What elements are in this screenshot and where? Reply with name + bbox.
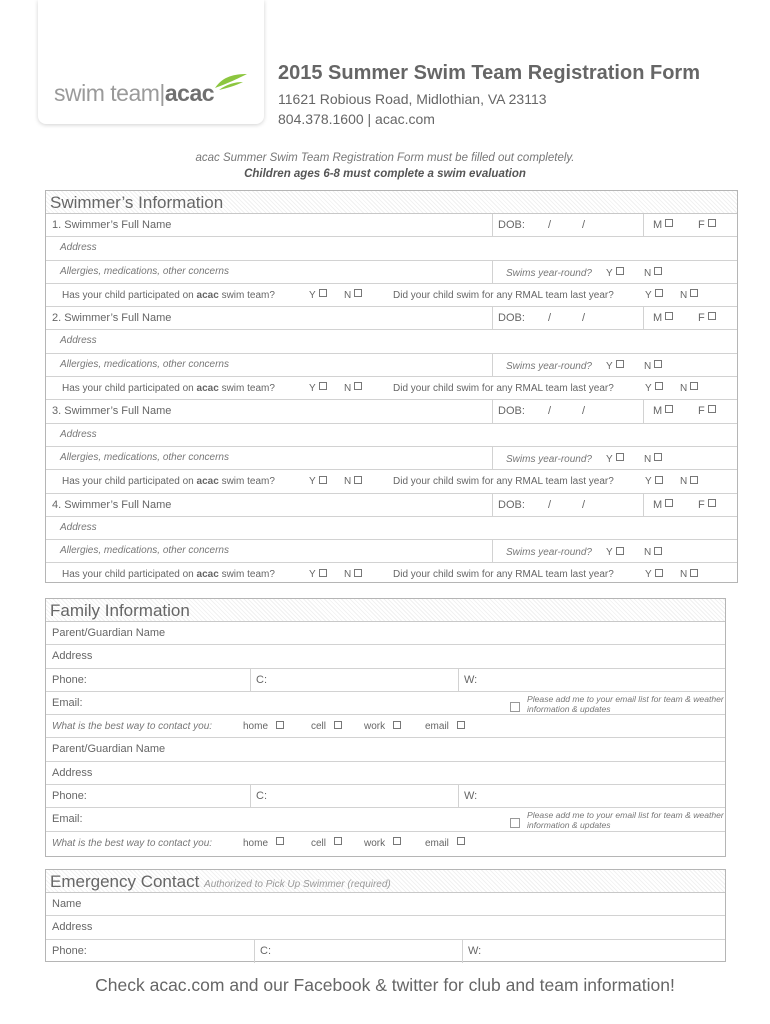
dob-label: DOB: [498, 405, 525, 418]
contact-preference-row [46, 832, 725, 855]
dob-slash: / [582, 312, 586, 325]
no-checkbox[interactable] [690, 289, 698, 297]
contact-home-option[interactable] [243, 833, 284, 856]
allergies-label: Allergies, medications, other concerns [60, 545, 229, 557]
parent-address-label: Address [52, 650, 93, 663]
work-label: W: [464, 673, 478, 686]
cell-option-label: cell [311, 837, 327, 849]
year-round-yes[interactable] [606, 263, 624, 285]
female-checkbox[interactable] [708, 312, 716, 320]
yes-checkbox[interactable] [319, 382, 327, 390]
yes-label: Y [309, 289, 316, 301]
dob-slash: / [548, 498, 552, 511]
male-label: M [653, 405, 663, 418]
logo [54, 80, 214, 107]
gender-female-option[interactable] [698, 400, 716, 422]
year-round-no[interactable] [644, 449, 662, 471]
year-round-no[interactable] [644, 263, 662, 285]
no-label: N [680, 569, 688, 581]
home-label: home [243, 721, 269, 733]
leaf-logo-icon [213, 72, 249, 92]
swimmer-name-label: 4. Swimmer’s Full Name [52, 498, 172, 511]
no-label: N [680, 476, 688, 488]
address-label: Address [60, 242, 97, 254]
phone-label: Phone: [52, 673, 87, 686]
dob-slash: / [548, 405, 552, 418]
no-checkbox[interactable] [354, 569, 362, 577]
dob-label: DOB: [498, 312, 525, 325]
gender-male-option[interactable] [653, 307, 673, 329]
parent-phone-row [46, 669, 725, 692]
yes-label: Y [645, 383, 652, 395]
swimmer-name-label: 1. Swimmer’s Full Name [52, 219, 172, 231]
emergency-section-heading [46, 870, 725, 893]
swimmer-name-row[interactable] [46, 214, 737, 237]
gender-female-option[interactable] [698, 214, 716, 236]
yes-checkbox[interactable] [319, 289, 327, 297]
gender-male-option[interactable] [653, 400, 673, 422]
contact-question: What is the best way to contact you: [52, 721, 213, 733]
participated-text: Has your child participated on [62, 289, 194, 301]
parent-name-row[interactable] [46, 622, 725, 645]
female-checkbox[interactable] [708, 219, 716, 227]
female-label: F [698, 405, 705, 418]
male-checkbox[interactable] [665, 499, 673, 507]
female-checkbox[interactable] [708, 405, 716, 413]
year-round-no[interactable] [644, 356, 662, 378]
rmal-no[interactable] [680, 471, 698, 493]
email-list-checkbox[interactable] [510, 818, 520, 828]
yes-checkbox[interactable] [616, 547, 624, 555]
swimmer-name-row[interactable] [46, 494, 737, 517]
no-checkbox[interactable] [654, 453, 662, 461]
no-label: N [344, 476, 352, 488]
address-label: Address [60, 521, 97, 533]
divider [462, 940, 463, 963]
parent-phone-row [46, 785, 725, 808]
yes-checkbox[interactable] [616, 267, 624, 275]
divider [643, 494, 644, 516]
dob-slash: / [582, 498, 586, 511]
participated-no[interactable] [344, 564, 362, 587]
rmal-question: Did your child swim for any RMAL team last year? [393, 476, 614, 488]
swimmer-address-row[interactable] [46, 424, 737, 447]
divider [250, 669, 251, 691]
contact-question: What is the best way to contact you: [52, 837, 213, 849]
rmal-question: Did your child swim for any RMAL team last year? [393, 289, 614, 301]
cell-label: C: [256, 673, 267, 686]
year-round-question: Swims year-round? [506, 267, 592, 279]
emergency-cell-label: C: [260, 944, 271, 957]
rmal-no[interactable] [680, 564, 698, 587]
yes-label: Y [309, 476, 316, 488]
swimmer-allergies-row[interactable] [46, 540, 737, 563]
contact-cell-option[interactable] [311, 716, 342, 738]
contact-work-option[interactable] [364, 833, 401, 856]
male-label: M [653, 219, 663, 231]
year-round-yes[interactable] [606, 449, 624, 471]
cell-label: C: [256, 790, 267, 803]
swimmer-address-row[interactable] [46, 517, 737, 540]
email-option-label: email [425, 837, 449, 849]
participated-question [62, 378, 275, 400]
swimmer-name-label: 2. Swimmer’s Full Name [52, 312, 172, 325]
parent-name-row[interactable] [46, 738, 725, 761]
yes-checkbox[interactable] [655, 382, 663, 390]
female-label: F [698, 312, 705, 325]
divider [492, 307, 493, 329]
dob-slash: / [548, 219, 552, 231]
year-round-question: Swims year-round? [506, 547, 592, 559]
swimmer-name-row[interactable] [46, 400, 737, 423]
participated-text: Has your child participated on [62, 569, 194, 581]
no-label: N [680, 289, 688, 301]
work-option-label: work [364, 721, 386, 733]
participated-yes[interactable] [309, 378, 327, 400]
parent-address-row[interactable] [46, 645, 725, 668]
divider [254, 940, 255, 963]
participated-text-end: swim team? [221, 476, 275, 488]
male-checkbox[interactable] [665, 219, 673, 227]
email-option-label: email [425, 721, 449, 733]
male-checkbox[interactable] [665, 405, 673, 413]
family-information-section [45, 598, 726, 857]
footer-message: Check acac.com and our Facebook & twitter for club and team information! [95, 975, 675, 995]
no-checkbox[interactable] [354, 382, 362, 390]
contact-work-option[interactable] [364, 716, 401, 738]
rmal-yes[interactable] [645, 378, 663, 400]
participated-no[interactable] [344, 285, 362, 307]
allergies-label: Allergies, medications, other concerns [60, 265, 229, 277]
rmal-yes[interactable] [645, 471, 663, 493]
logo-separator: | [159, 80, 165, 106]
work-checkbox[interactable] [393, 837, 401, 845]
contact-cell-option[interactable] [311, 833, 342, 856]
yes-checkbox[interactable] [616, 453, 624, 461]
divider [492, 540, 493, 562]
emergency-name-row[interactable] [46, 893, 725, 916]
parent-name-label: Parent/Guardian Name [52, 743, 166, 756]
home-label: home [243, 837, 269, 849]
dob-label: DOB: [498, 219, 525, 231]
emergency-address-row[interactable] [46, 916, 725, 939]
participated-yes[interactable] [309, 285, 327, 307]
parent-email-row[interactable] [46, 808, 725, 831]
participated-text-end: swim team? [221, 383, 275, 395]
participated-brand: acac [196, 476, 219, 488]
address-label: Address [60, 335, 97, 347]
emergency-contact-section [45, 869, 726, 962]
rmal-no[interactable] [680, 378, 698, 400]
participated-brand: acac [196, 289, 219, 301]
contact-preference-row [46, 715, 725, 738]
yes-label: Y [606, 267, 613, 279]
no-checkbox[interactable] [690, 382, 698, 390]
yes-label: Y [645, 476, 652, 488]
form-title: 2015 Summer Swim Team Registration Form [278, 62, 700, 84]
swimmer-history-row [46, 563, 737, 586]
swimmer-allergies-row[interactable] [46, 354, 737, 377]
parent-email-row[interactable] [46, 692, 725, 715]
rmal-question: Did your child swim for any RMAL team last year? [393, 569, 614, 581]
year-round-yes[interactable] [606, 356, 624, 378]
address-label: Address [60, 428, 97, 440]
no-checkbox[interactable] [354, 289, 362, 297]
dob-slash: / [582, 405, 586, 418]
cell-option-label: cell [311, 721, 327, 733]
divider [250, 785, 251, 807]
gender-female-option[interactable] [698, 494, 716, 516]
gender-male-option[interactable] [653, 214, 673, 236]
yes-checkbox[interactable] [655, 476, 663, 484]
email-checkbox[interactable] [457, 721, 465, 729]
female-checkbox[interactable] [708, 499, 716, 507]
no-checkbox[interactable] [654, 360, 662, 368]
participated-text-end: swim team? [221, 289, 275, 301]
female-label: F [698, 498, 705, 511]
participated-brand: acac [196, 569, 219, 581]
rmal-question: Did your child swim for any RMAL team last year? [393, 383, 614, 395]
swimmer-history-row [46, 470, 737, 493]
swimmer-address-row[interactable] [46, 330, 737, 353]
email-list-label: Please add me to your email list for team & weather information & updates [527, 810, 724, 831]
gender-male-option[interactable] [653, 494, 673, 516]
year-round-question: Swims year-round? [506, 453, 592, 465]
no-label: N [644, 453, 652, 465]
swimmer-history-row [46, 284, 737, 307]
yes-checkbox[interactable] [319, 476, 327, 484]
yes-label: Y [606, 547, 613, 559]
instruction-note: acac Summer Swim Team Registration Form must be filled out completely. [195, 152, 575, 164]
parent-address-label: Address [52, 766, 93, 779]
cell-checkbox[interactable] [334, 721, 342, 729]
parent-name-label: Parent/Guardian Name [52, 627, 166, 639]
participated-yes[interactable] [309, 564, 327, 587]
email-checkbox[interactable] [457, 837, 465, 845]
home-checkbox[interactable] [276, 721, 284, 729]
year-round-no[interactable] [644, 542, 662, 564]
yes-label: Y [606, 360, 613, 372]
divider [492, 400, 493, 422]
swimmer-allergies-row[interactable] [46, 447, 737, 470]
divider [492, 354, 493, 376]
emergency-work-label: W: [468, 944, 482, 957]
family-section-heading: Family Information [46, 599, 725, 622]
swimmer-name-row[interactable] [46, 307, 737, 330]
emergency-phone-label: Phone: [52, 944, 87, 957]
swimmer-address-row[interactable] [46, 237, 737, 260]
participated-yes[interactable] [309, 471, 327, 493]
contact-email-option[interactable] [425, 833, 465, 856]
participated-question [62, 564, 275, 587]
no-label: N [344, 383, 352, 395]
no-checkbox[interactable] [654, 547, 662, 555]
rmal-yes[interactable] [645, 564, 663, 587]
email-label: Email: [52, 696, 83, 709]
phone-label: Phone: [52, 790, 87, 803]
rmal-yes[interactable] [645, 285, 663, 307]
year-round-yes[interactable] [606, 542, 624, 564]
yes-checkbox[interactable] [655, 289, 663, 297]
female-label: F [698, 219, 705, 231]
logo-acac: acac [164, 80, 215, 106]
emergency-address-label: Address [52, 921, 93, 934]
yes-label: Y [309, 383, 316, 395]
swimmer-allergies-row[interactable] [46, 261, 737, 284]
no-label: N [680, 383, 688, 395]
allergies-label: Allergies, medications, other concerns [60, 451, 229, 463]
emergency-phone-row [46, 940, 725, 963]
participated-no[interactable] [344, 378, 362, 400]
male-label: M [653, 312, 663, 325]
no-checkbox[interactable] [354, 476, 362, 484]
no-label: N [644, 267, 652, 279]
year-round-question: Swims year-round? [506, 360, 592, 372]
work-option-label: work [364, 837, 386, 849]
contact-home-option[interactable] [243, 716, 284, 738]
gender-female-option[interactable] [698, 307, 716, 329]
evaluation-note: Children ages 6-8 must complete a swim evaluation [244, 168, 526, 180]
participated-text: Has your child participated on [62, 476, 194, 488]
email-label: Email: [52, 813, 83, 826]
participated-question [62, 471, 275, 493]
divider [492, 447, 493, 469]
dob-label: DOB: [498, 498, 525, 511]
swimmer-information-section [45, 190, 738, 583]
male-checkbox[interactable] [665, 312, 673, 320]
club-contact: 804.378.1600 | acac.com [278, 111, 435, 127]
dob-slash: / [548, 312, 552, 325]
no-label: N [344, 289, 352, 301]
emergency-heading-label: Emergency Contact [50, 872, 200, 891]
email-list-checkbox[interactable] [510, 702, 520, 712]
contact-email-option[interactable] [425, 716, 465, 738]
no-checkbox[interactable] [690, 476, 698, 484]
participated-brand: acac [196, 383, 219, 395]
no-label: N [644, 547, 652, 559]
yes-label: Y [645, 569, 652, 581]
no-label: N [644, 360, 652, 372]
swimmer-name-label: 3. Swimmer’s Full Name [52, 405, 172, 418]
swimmer-history-row [46, 377, 737, 400]
participated-text-end: swim team? [221, 569, 275, 581]
divider [458, 785, 459, 807]
divider [492, 494, 493, 516]
male-label: M [653, 498, 663, 511]
allergies-label: Allergies, medications, other concerns [60, 358, 229, 370]
logo-swim-team: swim team [54, 80, 160, 106]
yes-checkbox[interactable] [655, 569, 663, 577]
divider [458, 669, 459, 691]
participated-question [62, 285, 275, 307]
work-checkbox[interactable] [393, 721, 401, 729]
logo-card [38, 0, 264, 124]
yes-label: Y [309, 569, 316, 581]
swimmer-section-heading: Swimmer’s Information [46, 191, 737, 214]
no-checkbox[interactable] [690, 569, 698, 577]
divider [643, 400, 644, 422]
divider [643, 214, 644, 236]
club-address: 11621 Robious Road, Midlothian, VA 23113 [278, 91, 547, 107]
yes-label: Y [606, 453, 613, 465]
parent-address-row[interactable] [46, 762, 725, 785]
dob-slash: / [582, 219, 586, 231]
emergency-name-label: Name [52, 898, 82, 910]
participated-no[interactable] [344, 471, 362, 493]
yes-checkbox[interactable] [319, 569, 327, 577]
home-checkbox[interactable] [276, 837, 284, 845]
divider [643, 307, 644, 329]
emergency-heading-sub: Authorized to Pick Up Swimmer (required) [204, 879, 391, 890]
no-checkbox[interactable] [654, 267, 662, 275]
yes-checkbox[interactable] [616, 360, 624, 368]
divider [492, 261, 493, 283]
work-label: W: [464, 790, 478, 803]
rmal-no[interactable] [680, 285, 698, 307]
email-list-label: Please add me to your email list for team & weather information & updates [527, 693, 724, 714]
participated-text: Has your child participated on [62, 383, 194, 395]
no-label: N [344, 569, 352, 581]
yes-label: Y [645, 289, 652, 301]
cell-checkbox[interactable] [334, 837, 342, 845]
divider [492, 214, 493, 236]
